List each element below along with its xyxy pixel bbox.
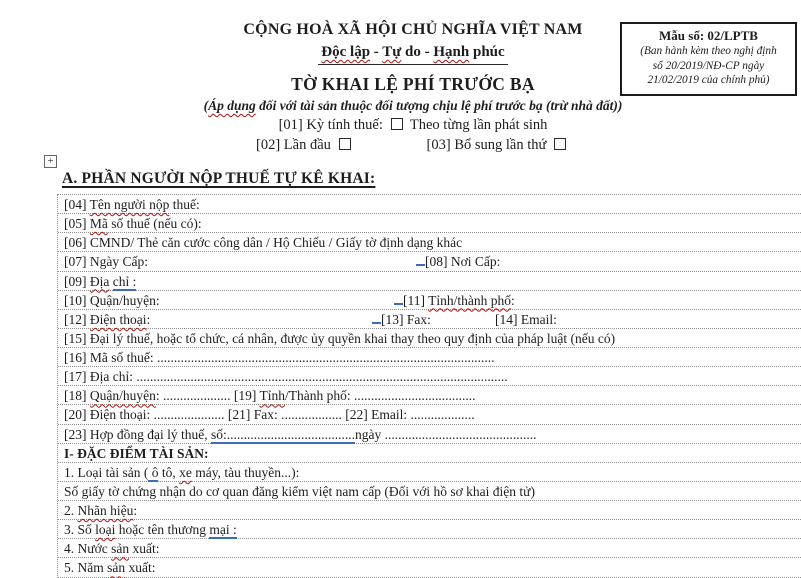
table-row [58,482,801,501]
text-segment: [17] Địa chỉ: .............................................................................................................. [64,369,508,385]
table-cell [64,331,615,346]
text-segment: ngày ............................................. [355,426,537,442]
text-segment: Nhãn hiệu [77,503,134,518]
table-cell [64,216,202,231]
table-row [58,558,801,577]
table-cell [64,235,462,250]
table-row [58,501,801,520]
text-segment: 5. Năm [64,560,108,576]
table-row [58,539,801,558]
table-cell [64,312,150,327]
text-segment: 1. Loại tài sản ( [64,464,149,480]
table-row [58,233,801,252]
text-segment: [16] Mã số thuế: .................................................................................................... [64,350,495,365]
table-row [58,329,801,348]
text-segment: [05] [64,216,90,232]
text-segment: sản [111,541,130,557]
table-cell [64,427,537,444]
text-segment: chỉ : [112,273,137,289]
text-segment: [03] Bổ sung lần thứ [426,137,550,153]
text-segment: Địa [89,273,110,289]
text-segment: [09] [64,273,90,289]
table-row [58,195,801,214]
text-segment: [20] Điện thoại: ..................... [21] Fax: .................. [22] Email: ................... [64,407,475,423]
text-segment: xuất: [125,560,156,576]
table-cell [64,197,200,212]
table-cell [394,291,515,310]
text-segment: số:...................................... [211,426,356,442]
table-cell [64,560,156,575]
table-row [58,252,801,271]
table-cell [64,522,237,539]
table-cell [64,541,159,556]
table-row [58,310,801,329]
table-cell [495,310,557,329]
table-cell [64,465,299,482]
text-segment: loại [95,522,116,538]
table-row [58,463,801,482]
text-segment: số thuế (nếu có): [107,216,202,232]
table-row [58,214,801,233]
table-row [58,348,801,367]
text-segment: [10] Quận/huyện: [64,292,160,308]
text-segment: [06] CMND/ Thẻ căn cước công dân / Hộ Chiếu / Giấy tờ định dạng khác [64,235,463,251]
text-segment [372,310,381,324]
decree-reference-line3: 21/02/2019 của chính phủ) [647,74,770,86]
text-segment: do - [401,44,434,60]
text-segment: [23] Hợp đồng đại lý thuế, [64,426,211,442]
text-segment: phúc [469,44,505,60]
table-cell [64,407,475,422]
text-segment: Mã [89,216,108,232]
text-segment: [02] Lần đầu [256,137,335,153]
text-segment: [07] Ngày Cấp: [64,254,148,270]
motto-underline [318,64,508,65]
text-segment: xuất: [129,541,160,557]
section-a-heading: A. PHẦN NGƯỜI NỘP THUẾ TỰ KÊ KHAI: [62,170,376,187]
table-cell [64,293,160,308]
text-segment: : [133,503,138,518]
form-title: TỜ KHAI LỆ PHÍ TRƯỚC BẠ [291,74,535,94]
form-number-box [620,22,797,96]
text-segment: Hạnh [433,44,470,60]
table-row [58,272,801,291]
text-segment: 4. Nước [64,541,112,557]
text-segment: Độc lập [321,44,371,60]
text-segment: hoặc tên thương [115,522,210,538]
table-cell [372,310,431,329]
table-row [58,405,801,424]
text-segment: 2. [64,503,78,518]
text-segment: 3. Số [64,522,96,538]
text-segment: /Thành phố: .................................... [284,388,476,404]
text-segment: ô [148,464,159,480]
text-segment: - [370,44,383,60]
table-row [58,386,801,405]
text-segment: : [146,311,151,327]
table-cell [64,254,148,269]
text-segment: I- ĐẶC ĐIỂM TÀI SẢN: [64,445,209,461]
table-cell [64,369,508,384]
decree-reference-line2: số 20/2019/NĐ-CP ngày [652,59,765,72]
text-segment: Điện thoại [89,311,147,327]
tax-period-line [26,117,800,134]
table-cell [64,388,475,403]
table-move-handle-icon[interactable]: + [44,155,57,168]
text-segment: [11] [403,292,429,308]
text-segment: thuế: [169,197,200,212]
table-row [58,520,801,539]
text-segment: Quận/huyện [89,388,156,404]
first-or-supplement-line [26,137,800,154]
text-segment: Tự [382,44,402,60]
text-segment: [01] Kỳ tính thuế: [278,117,387,133]
text-segment: ( [203,98,209,113]
table-cell [64,484,535,499]
form-table [57,194,801,578]
table-row [58,425,801,444]
text-segment: mại : [209,522,237,538]
text-segment: sản [107,560,126,576]
form-subtitle [26,98,800,114]
text-segment: Tên người nộp [89,197,170,212]
text-segment [416,252,425,266]
checkbox[interactable] [339,138,351,150]
text-segment: [04] [64,197,90,212]
checkbox[interactable] [391,118,403,130]
text-segment: [12] [64,311,90,327]
table-cell [64,503,137,518]
text-segment: Áp dụng [208,98,256,113]
text-segment: Theo từng lần phát sinh [406,117,548,133]
decree-reference-line1: (Ban hành kèm theo nghị định [640,45,777,57]
text-segment: Tỉnh [259,388,285,404]
text-segment: [15] Đại lý thuế, hoặc tổ chức, cá nhân, được ủy quyền khai thay theo quy định của pháp luật (nếu có) [64,330,616,346]
text-segment: [14] Email: [495,311,557,327]
text-segment: máy, tàu thuyền...): [191,464,300,480]
table-cell [64,446,209,461]
national-title: CỘNG HOÀ XÃ HỘI CHỦ NGHĨA VIỆT NAM [243,21,583,38]
table-cell [416,252,500,271]
text-segment: [08] Nơi Cấp: [425,254,501,270]
table-cell [64,350,494,365]
table-row [58,444,801,463]
text-segment: Số giấy tờ chứng nhận do cơ quan đăng kiểm việt nam cấp (Đối với hồ sơ khai điện tử) [64,483,535,499]
text-segment: đối với tài sản thuộc đối tượng chịu lệ phí trước bạ (trừ nhà đất)) [255,98,623,113]
text-segment: Tỉnh/thành phố [428,292,511,308]
text-segment: : [511,292,515,308]
checkbox[interactable] [554,138,566,150]
table-cell [64,274,136,291]
table-row [58,291,801,310]
form-number: Mẫu số: 02/LPTB [659,28,758,43]
table-row [58,367,801,386]
text-segment: : .................... [19] [155,388,260,404]
text-segment: [13] Fax: [381,311,431,327]
text-segment: xe [179,464,192,480]
text-segment: tô, [158,464,180,480]
text-segment: [18] [64,388,90,404]
text-segment [394,291,403,305]
